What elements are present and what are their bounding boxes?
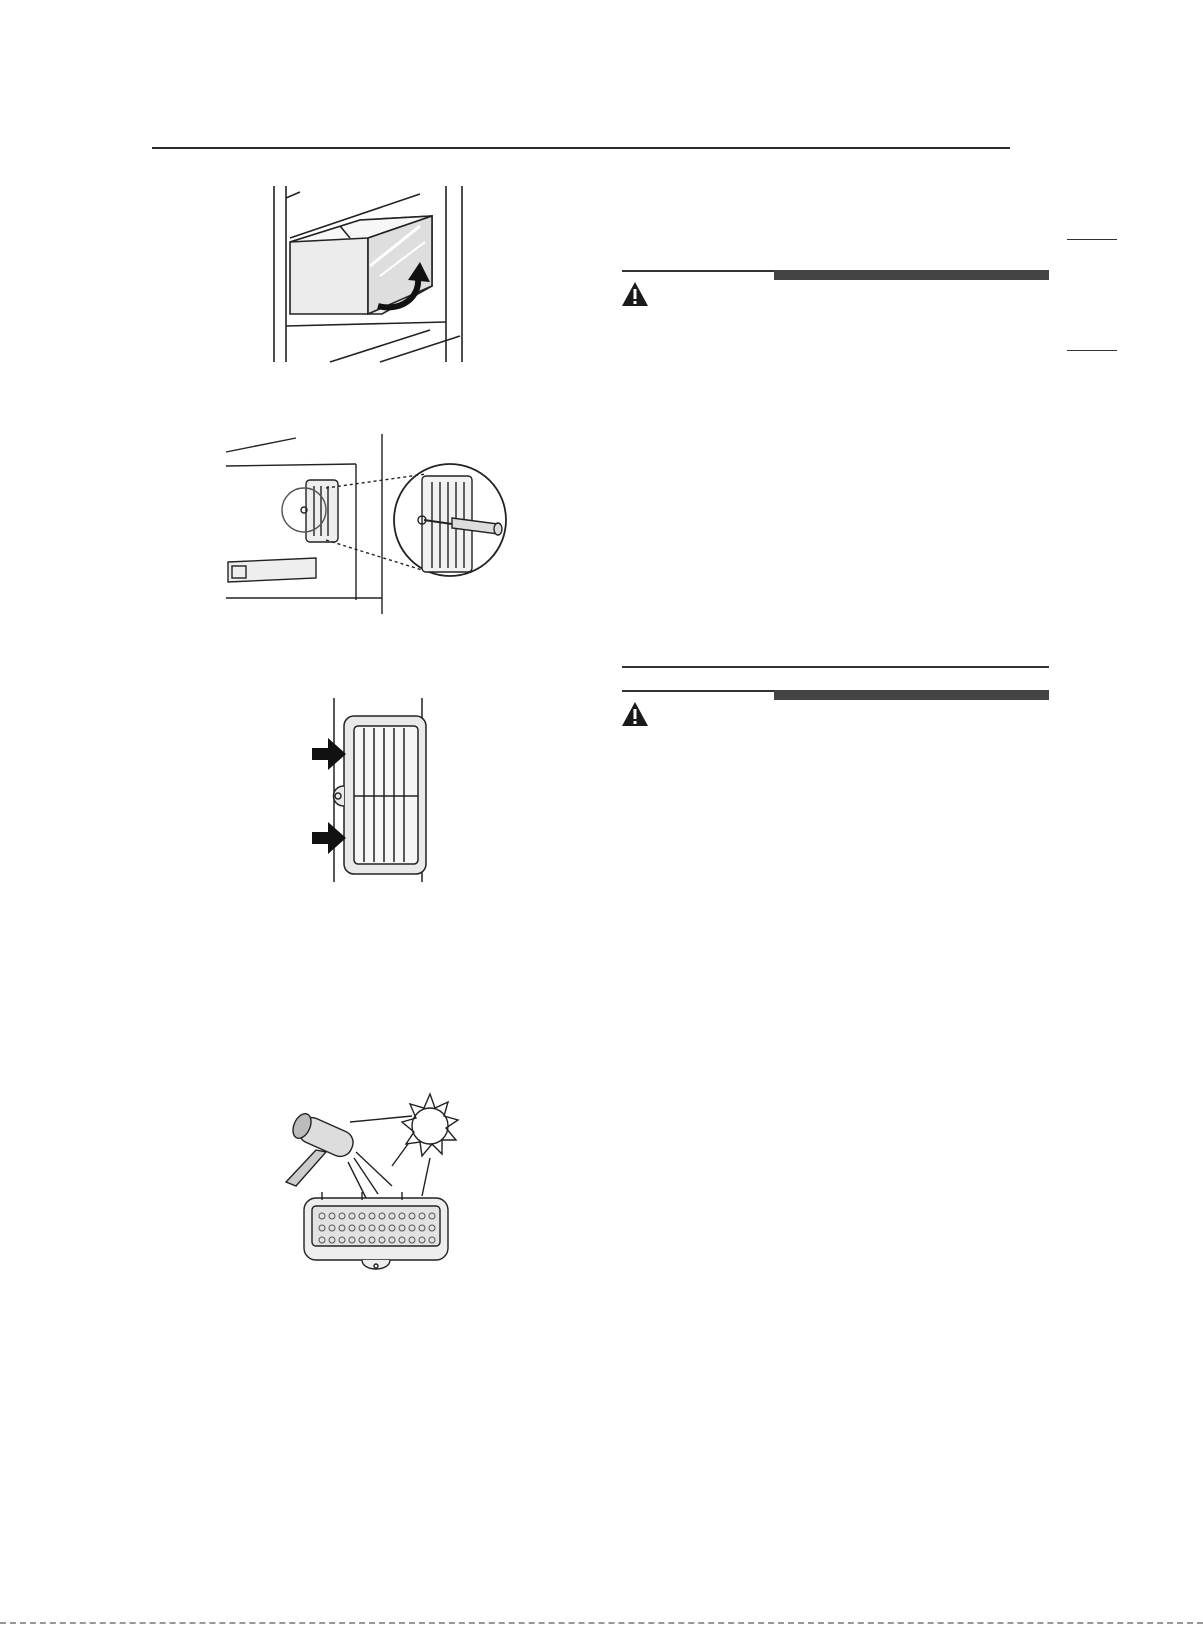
side-tab-rule-top [1067,239,1117,240]
illustration-filter-tabs [312,698,442,882]
header-rule [152,147,1010,149]
warning-header-bar-2 [622,690,1049,706]
illustration-unscrew-cover [226,430,508,614]
side-tab-rule-bottom [1067,350,1117,351]
warning-header-bar-1 [622,270,1049,286]
warning-triangle-icon [621,701,649,727]
section-divider [622,666,1049,668]
page-bottom-edge [0,1622,1203,1624]
illustration-dry-filter [282,1086,484,1278]
illustration-drawer-removal [270,186,470,362]
warning-triangle-icon [621,281,649,307]
